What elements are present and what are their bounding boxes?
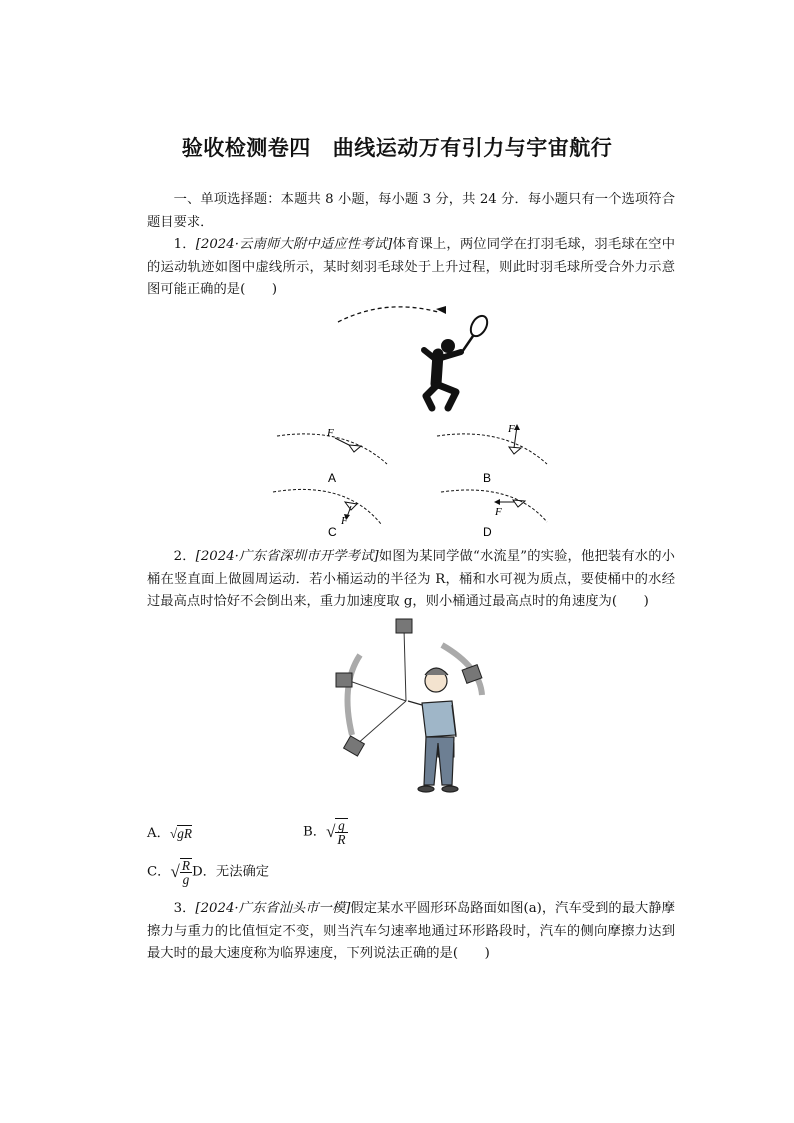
question-1-source: [2024·云南师大附中适应性考试] xyxy=(195,237,393,252)
page-title xyxy=(0,132,794,162)
question-3-number: 3． xyxy=(173,901,196,916)
bucket-left-icon xyxy=(336,673,352,687)
section-heading: 一、单项选择题：本题共 8 小题，每小题 3 分，共 24 分．每小题只有一个选项符合题目要求． xyxy=(147,192,675,230)
shuttlecock-icon xyxy=(436,306,446,314)
question-1-text: 体育课上，两位同学在打羽毛球，羽毛球在空中的运动轨迹如图中虚线所示，某时刻羽毛球处于上升过程，则此时羽毛球所受合外力示意图可能正确的是( ) xyxy=(147,237,676,297)
option-b-force-label: F xyxy=(508,423,515,435)
question-2-number: 2． xyxy=(173,549,196,564)
option-c-label: C xyxy=(328,525,337,539)
option-a-label: A xyxy=(328,471,337,485)
question-2-source: [2024·广东省深圳市开学考试] xyxy=(195,549,379,564)
q2-option-d: D．无法确定 xyxy=(191,864,270,880)
racket-icon xyxy=(462,313,491,352)
option-c-force-label: F xyxy=(341,515,348,527)
question-2 xyxy=(147,546,675,614)
q2-option-b-label: B． xyxy=(303,824,327,840)
question-1-number: 1． xyxy=(173,237,196,252)
question-3-text: 假定某水平圆形环岛路面如图(a)，汽车受到的最大静摩擦力与重力的比值恒定不变，则当汽车匀速率地通过环形路段时，汽车的侧向摩擦力达到最大时的最大速度称为临界速度，下列说法正确的是( ) xyxy=(147,901,675,961)
badminton-figure xyxy=(330,300,500,415)
option-c-diagram xyxy=(273,489,381,524)
trajectory-dashed xyxy=(338,307,438,322)
option-d-diagram xyxy=(441,490,547,522)
question-1 xyxy=(147,234,675,302)
question-3-source: [2024·广东省汕头市一模] xyxy=(195,901,351,916)
q2-option-a xyxy=(147,822,192,842)
shuttlecock-b-icon xyxy=(509,447,521,454)
title-part2: 曲线运动万有引力与宇宙航行 xyxy=(332,136,613,160)
shuttlecock-d-icon xyxy=(513,500,525,507)
bucket-lower-icon xyxy=(344,736,365,756)
option-d-label: D xyxy=(483,525,492,539)
bucket-top-icon xyxy=(396,619,412,633)
option-d-force-label: F xyxy=(495,506,502,518)
option-a-force-label: F xyxy=(327,427,334,439)
question-2-text: 如图为某同学做“水流星”的实验，他把装有水的小桶在竖直面上做圆周运动．若小桶运动的半径为 R，桶和水可视为质点，要使桶中的水经过最高点时恰好不会倒出来，重力加速度取 g，则小桶通过最高点时的角速度为( ) xyxy=(147,549,675,609)
q2-option-b: B．√ $\frac{g}{R}$ xyxy=(303,818,346,847)
question-3 xyxy=(147,898,675,966)
option-b-label: B xyxy=(483,471,492,485)
shuttlecock-a-icon xyxy=(349,445,361,452)
q2-option-c: C．√ $\frac{R}{g}$ D．无法确定 xyxy=(147,858,270,887)
q2-option-c-label: C． xyxy=(147,864,171,880)
q2-option-a-expr: √gR xyxy=(169,825,192,841)
student-icon xyxy=(408,668,458,792)
title-part1: 验收检测卷四 xyxy=(181,136,311,160)
q2-option-a-label: A． xyxy=(147,826,170,841)
option-b-diagram xyxy=(437,424,547,464)
force-options-figure xyxy=(265,420,565,542)
player-icon xyxy=(424,339,461,408)
water-meteor-figure xyxy=(330,615,500,805)
